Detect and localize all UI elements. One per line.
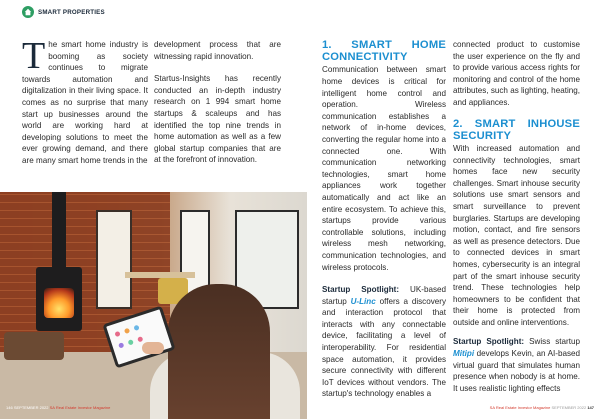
heading-smart-home-connectivity: 1. SMART HOME CONNECTIVITY <box>322 39 446 64</box>
spotlight-label: Startup Spotlight: <box>453 337 525 347</box>
home-automation-photo <box>0 192 307 419</box>
house-logo-icon <box>22 6 34 18</box>
startup-spotlight <box>322 284 446 400</box>
spotlight-text: offers a discovery and interaction protocol that interacts with any connectable device, facilitating a level of interoperability. For residential space automation, it provides secure connectivity with different IoT devices without vendors. The startup's technology enables a <box>322 296 447 399</box>
window <box>96 210 132 309</box>
app-dot <box>137 336 143 342</box>
paragraph: connected product to customise the user experience on the fly and to provide various access rights for monitoring and control of the home attributes, such as lighting, heating, and appliances. <box>453 40 580 107</box>
startup-spotlight <box>453 336 580 394</box>
spotlight-pre: UK-based startup <box>322 285 446 306</box>
stove-pipe <box>52 192 66 270</box>
spotlight-text: develops Kevin, an AI-based virtual guard that simulates human presence when nobody is at home. It uses realistic lighting effects <box>453 349 581 393</box>
app-dot <box>114 331 120 337</box>
spotlight-pre: Swiss startup <box>529 337 580 347</box>
paragraph: Communication between smart home devices is critical for intelligent home control and operation. Wireless communication establishes a network of in-home devices, converting the regular home into a connected one. With communication networking technologies, smart home appliances work together automatically and act like an entire ecosystem. To achieve this, startups provide various controllable solutions, including wireless mesh networking, communication technologies, and wireless protocols. <box>322 65 446 272</box>
paragraph: development process that are witnessing rapid innovation. <box>154 40 281 61</box>
spotlight-label: Startup Spotlight: <box>322 285 400 295</box>
column-2 <box>154 39 281 166</box>
paragraph: Startus-Insights has recently conducted an in-depth industry research on 1 994 smart home startups & scaleups and has identified the top nine trends in home automation as well as a few global startup companies that are at the forefront of innovation. <box>154 74 281 165</box>
column-3 <box>322 39 446 400</box>
footer-publication: SA Real Estate Investor Magazine <box>49 405 111 410</box>
footer-date: SEPTEMBER 2022 <box>551 405 587 410</box>
footer-publication: SA Real Estate Investor Magazine <box>489 405 551 410</box>
column-1 <box>22 35 148 167</box>
page-number: 146 <box>6 405 13 410</box>
app-dot <box>118 342 124 348</box>
person-hair <box>168 284 270 419</box>
drop-cap: T <box>22 35 46 77</box>
footer-right <box>490 405 594 410</box>
fire <box>44 288 74 318</box>
footer-left <box>6 405 110 410</box>
column-4 <box>453 39 580 394</box>
hand <box>142 342 164 354</box>
app-dot <box>128 339 134 345</box>
section-header <box>22 5 105 19</box>
section-title: SMART PROPERTIES <box>38 8 105 16</box>
woodpile <box>4 332 64 360</box>
page-number: 147 <box>587 405 594 410</box>
heading-smart-inhouse-security: 2. SMART INHOUSE SECURITY <box>453 117 580 142</box>
app-dot <box>133 325 139 331</box>
intro-paragraph: he smart home industry is booming as society continues to migrate towards automation and digitalization in their living space. It comes as no surprise that many start up businesses around the world are working hard at developing solutions to meet the ever growing demand, and there are many smart home trends in the <box>22 40 148 165</box>
footer-date: SEPTEMBER 2022 <box>13 405 49 410</box>
company-name: U-Linc <box>350 296 376 306</box>
company-name: Mitipi <box>453 349 475 359</box>
paragraph: With increased automation and connectivity technologies, smart homes face new security challenges. Smart inhouse security solutions use smart sensors and smart surveillance to prevent burglaries. Startups are developing motion, contact, and fire sensors as well as presence detectors. Due to connected devices in smart homes, cybersecurity is an integral part of the smart inhouse security trend. These technologies help homeowners to be confident that their home is protected from outside and online interventions. <box>453 143 580 327</box>
app-dot <box>124 328 130 334</box>
